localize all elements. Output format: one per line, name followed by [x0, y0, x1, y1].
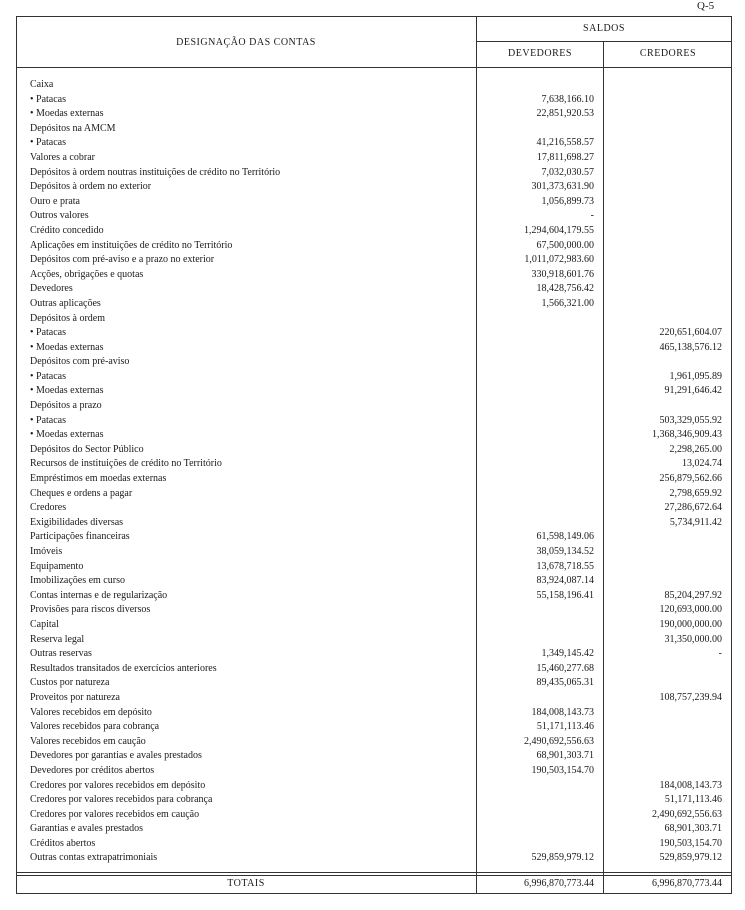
account-label: Depósitos com pré-aviso e a prazo no exterior — [30, 254, 215, 266]
credit-value: 13,024.74 — [682, 458, 722, 470]
account-label: Capital — [30, 618, 59, 630]
saldos-underline — [476, 41, 732, 42]
table-row — [16, 516, 732, 531]
account-label: Acções, obrigações e quotas — [30, 268, 144, 280]
table-row — [16, 574, 732, 589]
table-row — [16, 136, 732, 151]
debit-value: 184,008,143.73 — [531, 706, 594, 718]
account-label: • Moedas externas — [30, 341, 104, 353]
account-label: Devedores por créditos abertos — [30, 764, 155, 776]
account-label: Outros valores — [30, 210, 89, 222]
account-label: Valores recebidos em depósito — [30, 706, 152, 718]
account-label: Credores — [30, 502, 67, 514]
table-row — [16, 399, 732, 414]
debit-value: 529,859,979.12 — [531, 852, 594, 864]
debit-value: 18,428,756.42 — [536, 283, 594, 295]
debit-value: 1,349,145.42 — [541, 648, 594, 660]
debit-value: 89,435,065.31 — [536, 677, 594, 689]
account-label: • Patacas — [30, 370, 66, 382]
credit-value: 190,503,154.70 — [659, 837, 722, 849]
table-row — [16, 93, 732, 108]
account-label: Valores recebidos em caução — [30, 735, 146, 747]
table-row — [16, 414, 732, 429]
table-row — [16, 122, 732, 137]
table-row — [16, 78, 732, 93]
table-row — [16, 662, 732, 677]
table-row — [16, 633, 732, 648]
account-label: Valores recebidos para cobrança — [30, 721, 160, 733]
table-row — [16, 297, 732, 312]
table-row — [16, 808, 732, 823]
debit-value: 17,811,698.27 — [536, 151, 594, 163]
account-label: Depósitos na AMCM — [30, 122, 116, 134]
debit-value: 1,566,321.00 — [541, 297, 594, 309]
account-label: Caixa — [30, 79, 54, 90]
account-label: Custos por natureza — [30, 677, 110, 689]
page-code: Q-5 — [697, 0, 715, 12]
account-label: Garantias e avales prestados — [30, 823, 144, 835]
table-row — [16, 589, 732, 604]
debit-value: 7,032,030.57 — [541, 166, 594, 178]
table-row — [16, 239, 732, 254]
table-row — [16, 428, 732, 443]
account-label: Recursos de instituições de crédito no Território — [30, 458, 222, 470]
table-row — [16, 764, 732, 779]
debit-value: 41,216,558.57 — [536, 137, 594, 149]
debit-value: 13,678,718.55 — [536, 560, 594, 572]
account-label: Depósitos com pré-aviso — [30, 356, 130, 368]
table-row — [16, 837, 732, 852]
table-row — [16, 779, 732, 794]
credit-value: 529,859,979.12 — [659, 852, 722, 864]
table-row — [16, 209, 732, 224]
account-label: Outras reservas — [30, 648, 92, 660]
table-row — [16, 691, 732, 706]
account-label: Reserva legal — [30, 633, 85, 645]
account-label: Credores por valores recebidos em caução — [30, 808, 200, 820]
account-label: Devedores — [30, 283, 73, 295]
account-label: Credores por valores recebidos para cobrança — [30, 794, 213, 806]
table-row — [16, 341, 732, 356]
table-row — [16, 224, 732, 239]
account-label: Crédito concedido — [30, 224, 104, 236]
account-label: Depósitos a prazo — [30, 400, 102, 412]
credit-value: 220,651,604.07 — [659, 327, 722, 339]
table-top-border — [16, 16, 732, 17]
totals-top-border — [16, 872, 732, 873]
account-label: • Moedas externas — [30, 108, 104, 120]
table-row — [16, 282, 732, 297]
table-row — [16, 443, 732, 458]
debit-value: 55,158,196.41 — [536, 589, 594, 601]
credit-value: 68,901,303.71 — [664, 823, 722, 835]
table-row — [16, 560, 732, 575]
table-row — [16, 384, 732, 399]
debit-value: 83,924,087.14 — [536, 575, 594, 587]
account-rows — [16, 78, 732, 866]
credit-value: 2,298,265.00 — [669, 443, 722, 455]
table-row — [16, 151, 732, 166]
table-row — [16, 676, 732, 691]
credit-value: 2,798,659.92 — [669, 487, 722, 499]
account-label: Provisões para riscos diversos — [30, 604, 151, 616]
debit-value: 38,059,134.52 — [536, 546, 594, 557]
debit-value: 51,171,113.46 — [536, 721, 594, 733]
debit-value: 68,901,303.71 — [536, 750, 594, 762]
table-row — [16, 195, 732, 210]
credit-value: 503,329,055.92 — [659, 414, 722, 426]
table-row — [16, 312, 732, 327]
debit-value: - — [590, 210, 594, 222]
table-row — [16, 487, 732, 502]
account-label: Outras contas extrapatrimoniais — [30, 852, 158, 864]
account-label: • Patacas — [30, 93, 66, 105]
table-row — [16, 166, 732, 181]
table-bottom-border — [16, 893, 732, 894]
debit-value: 61,598,149.06 — [536, 531, 594, 543]
table-row — [16, 268, 732, 283]
account-label: Valores a cobrar — [30, 151, 95, 163]
account-label: Credores por valores recebidos em depósito — [30, 779, 206, 791]
credit-value: 85,204,297.92 — [664, 589, 722, 601]
debit-value: 190,503,154.70 — [531, 764, 594, 776]
debit-value: 1,011,072,983.60 — [524, 254, 594, 266]
header-bottom-border — [16, 67, 732, 68]
debit-value: 1,294,604,179.55 — [524, 224, 594, 236]
account-label: Participações financeiras — [30, 531, 130, 543]
totals-credores: 6,996,870,773.44 — [652, 878, 722, 889]
credit-value: 256,879,562.66 — [659, 473, 722, 485]
credit-value: 27,286,672.64 — [664, 502, 722, 514]
account-label: • Patacas — [30, 414, 66, 426]
debit-value: 1,056,899.73 — [541, 195, 594, 207]
totals-label: TOTAIS — [227, 878, 265, 889]
debit-value: 330,918,601.76 — [531, 268, 594, 280]
header-credores: CREDORES — [639, 48, 697, 59]
table-row — [16, 370, 732, 385]
credit-value: 1,368,346,909.43 — [652, 429, 722, 441]
account-label: Equipamento — [30, 560, 84, 572]
account-label: • Moedas externas — [30, 385, 104, 397]
account-label: • Moedas externas — [30, 429, 104, 441]
table-row — [16, 706, 732, 721]
account-label: Imobilizações em curso — [30, 575, 125, 587]
balance-table — [16, 16, 732, 894]
account-label: Resultados transitados de exercícios anteriores — [30, 662, 217, 674]
account-label: Depósitos à ordem no exterior — [30, 181, 152, 193]
debit-value: 67,500,000.00 — [536, 239, 594, 251]
table-row — [16, 851, 732, 866]
account-label: Exigibilidades diversas — [30, 516, 124, 528]
credit-value: - — [718, 648, 722, 660]
credit-value: 108,757,239.94 — [659, 691, 722, 703]
table-row — [16, 603, 732, 618]
header-saldos: SALDOS — [583, 23, 625, 34]
account-label: Imóveis — [30, 546, 63, 557]
header-designation: DESIGNAÇÃO DAS CONTAS — [176, 37, 316, 48]
table-row — [16, 735, 732, 750]
account-label: Ouro e prata — [30, 195, 80, 207]
credit-value: 91,291,646.42 — [664, 385, 722, 397]
credit-value: 51,171,113.46 — [664, 794, 722, 806]
account-label: Contas internas e de regularização — [30, 589, 168, 601]
debit-value: 2,490,692,556.63 — [524, 735, 594, 747]
account-label: Depósitos do Sector Público — [30, 443, 144, 455]
account-label: Cheques e ordens a pagar — [30, 487, 133, 499]
account-label: • Patacas — [30, 137, 66, 149]
table-row — [16, 647, 732, 662]
table-row — [16, 618, 732, 633]
debit-value: 7,638,166.10 — [541, 93, 594, 105]
credit-value: 31,350,000.00 — [664, 633, 722, 645]
account-label: Créditos abertos — [30, 837, 96, 849]
table-row — [16, 545, 732, 560]
account-label: Devedores por garantias e avales prestados — [30, 750, 202, 762]
account-label: Depósitos à ordem — [30, 312, 105, 324]
header-devedores: DEVEDORES — [508, 48, 572, 59]
table-row — [16, 326, 732, 341]
table-row — [16, 822, 732, 837]
table-row — [16, 793, 732, 808]
account-label: Proveitos por natureza — [30, 691, 120, 703]
table-row — [16, 530, 732, 545]
credit-value: 190,000,000.00 — [659, 618, 722, 630]
debit-value: 22,851,920.53 — [536, 108, 594, 120]
table-row — [16, 720, 732, 735]
credit-value: 465,138,576.12 — [659, 341, 722, 353]
table-row — [16, 749, 732, 764]
table-row — [16, 253, 732, 268]
debit-value: 301,373,631.90 — [531, 181, 594, 193]
credit-value: 184,008,143.73 — [659, 779, 722, 791]
credit-value: 2,490,692,556.63 — [652, 808, 722, 820]
table-row — [16, 501, 732, 516]
account-label: • Patacas — [30, 327, 66, 339]
account-label: Depósitos à ordem noutras instituições de crédito no Território — [30, 166, 281, 178]
account-label: Empréstimos em moedas externas — [30, 473, 167, 485]
totals-row — [16, 876, 732, 893]
account-label: Aplicações em instituições de crédito no Território — [30, 239, 233, 251]
account-label: Outras aplicações — [30, 297, 101, 309]
credit-value: 5,734,911.42 — [669, 516, 722, 528]
debit-value: 15,460,277.68 — [536, 662, 594, 674]
credit-value: 120,693,000.00 — [659, 604, 722, 616]
table-row — [16, 107, 732, 122]
table-row — [16, 457, 732, 472]
table-row — [16, 355, 732, 370]
credit-value: 1,961,095.89 — [669, 370, 722, 382]
table-row — [16, 472, 732, 487]
totals-devedores: 6,996,870,773.44 — [524, 878, 594, 889]
table-row — [16, 180, 732, 195]
